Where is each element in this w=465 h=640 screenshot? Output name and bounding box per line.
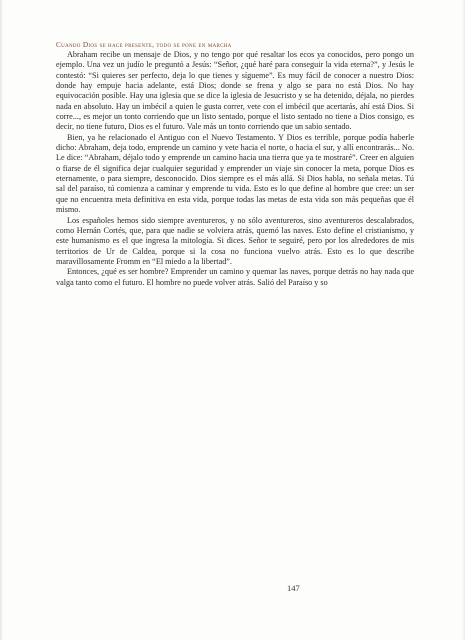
paragraph-2: Bien, ya he relacionado el Antiguo con el Nuevo Testamento. Y Dios es terrible, porque podía haberle dicho: Abraham, deja todo, emprende un camino y vete hacia el norte, o hacia el sur, y allí encontrarás... No. Le dice: “Abraham, déjalo todo y emprende un camino hacia una tierra que ya te mostraré”. Creer en alguien o fiarse de él significa dejar cualquier seguridad y emprender un viaje sin conocer la meta, porque Dios es eternamente, o para siempre, desconocido. Dios siempre es el más allá. Si Dios habla, no señala metas. Tú sal del paraíso, tú comienza a caminar y emprende tu vida. Esto es lo que define al hombre que cree: un ser que no encuentra meta definitiva en esta vida, porque todas las metas de esta vida son más pequeñas que él mismo. bbox=[56, 132, 414, 215]
paragraph-3: Los españoles hemos sido siempre aventureros, y no sólo aventureros, sino aventureros descalabrados, como Hernán Cortés, que, para que nadie se volviera atrás, quemó las naves. Esto define el cristianismo, y este humanismo es el que ingresa la mitología. Si dices. Señor te seguiré, pero por los alrededores de mis territorios de Ur de Caldea, porque si la cosa no funciona vuelvo atrás. Esto es lo que describe maravillosamente Fromm en “El miedo a la libertad”. bbox=[56, 215, 414, 266]
paragraph-1: Abraham recibe un mensaje de Dios, y no tengo por qué resaltar los ecos ya conocidos, pero pongo un ejemplo. Una vez un judío le preguntó a Jesús: “Señor, ¿qué haré para conseguir la vida eterna?”, y Jesús le contestó: “Si quieres ser perfecto, deja lo que tienes y sígueme”. Es muy fácil de conocer a nuestro Dios: donde hay empuje hacia adelante, está Dios; donde se frena y algo se para no está Dios. No hay equivocación posible. Hay una iglesia que se dice la iglesia de Jesucristo y se ha detenido, déjala, no pierdes nada en absoluto. Hay un imbécil a quien le gusta correr, vete con el imbécil que acertarás, ahí está Dios. Si corre..., es mejor un tonto corriendo que un listo sentado, porque el listo sentado no tiene a Dios consigo, es decir, no tiene futuro, Dios es el futuro. Vale más un tonto corriendo que un sabio sentado. bbox=[56, 50, 414, 132]
body-text bbox=[56, 40, 414, 288]
page-edge-left bbox=[0, 0, 3, 640]
running-header-part2: todo se pone en marcha bbox=[154, 40, 232, 49]
running-header bbox=[56, 40, 414, 50]
page-number: 147 bbox=[287, 583, 300, 593]
running-header-part1: Cuando Dios se hace presente, bbox=[56, 40, 155, 49]
paragraph-4: Entonces, ¿qué es ser hombre? Emprender un camino y quemar las naves, porque detrás no hay nada que valga tanto como el futuro. El hombre no puede volver atrás. Salió del Paraíso y so bbox=[56, 267, 414, 287]
